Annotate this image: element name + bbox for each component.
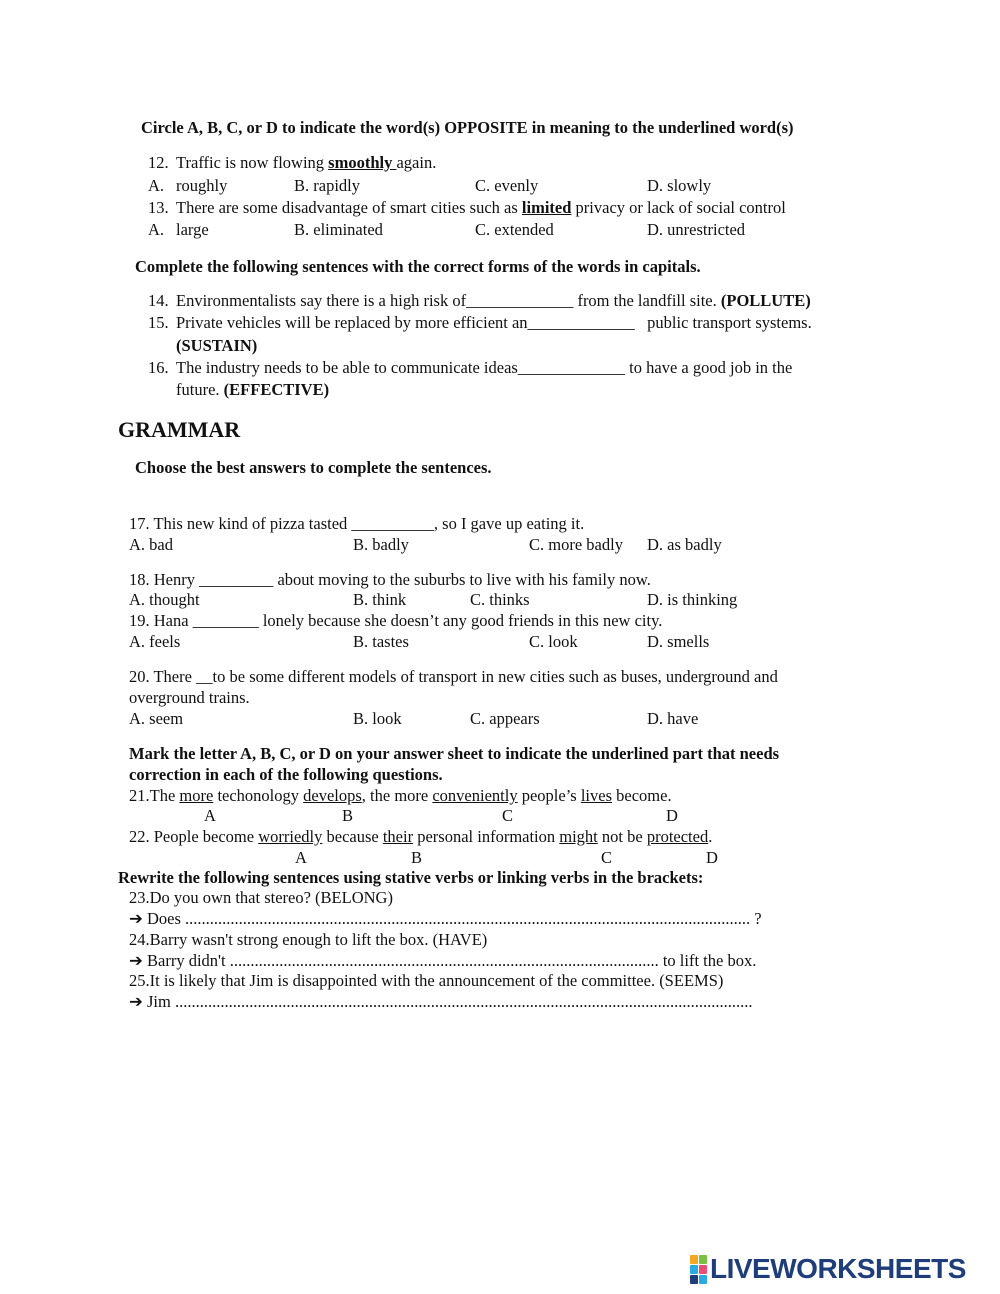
q14-capital-word: (POLLUTE) [720,291,811,310]
liveworksheets-logo-icon [690,1255,707,1284]
q22-letter-a: A [295,848,307,867]
q21-part1: 21.The [129,786,180,805]
q19-option-a[interactable]: A. feels [129,632,181,651]
q18-option-a[interactable]: A. thought [129,590,200,609]
q22-part2: because [322,827,383,846]
q19-option-d[interactable]: D. smells [647,632,710,651]
q16-text: The industry needs to be able to communicate ideas_____________ to have a good job in the [176,358,793,377]
q24-answer-line[interactable] [129,951,756,971]
q22-letter-d: D [706,848,718,867]
q14-number: 14. [148,291,169,310]
instruction-word-forms: Complete the following sentences with the correct forms of the words in capitals. [135,257,701,276]
q23-answer-line[interactable] [129,909,762,929]
q22-letter-c: C [601,848,613,867]
logo-block-4 [699,1265,707,1274]
logo-text: LIVEWORKSHEETS [710,1253,966,1284]
q15-number: 15. [148,313,169,332]
q13-option-c[interactable]: C. extended [475,220,554,239]
q22-underlined-c[interactable]: might [559,827,598,846]
q12-option-d[interactable]: D. slowly [647,176,712,195]
q21-sentence [129,786,672,806]
instruction-error-line2: correction in each of the following questions. [129,765,443,784]
q12-option-a[interactable]: roughly [176,176,228,195]
arrow-icon: ➔ [129,992,143,1011]
q18-option-d[interactable]: D. is thinking [647,590,738,609]
q17-option-c[interactable]: C. more badly [529,535,623,554]
q22-letter-b: B [411,848,423,867]
q12-text-after: again. [396,153,437,172]
q21-part5: become. [612,786,672,805]
q14-sentence [176,291,811,311]
q14-text: Environmentalists say there is a high risk of_____________ from the landfill site. [176,291,721,310]
q13-option-d[interactable]: D. unrestricted [647,220,746,239]
q24-answer: Barry didn't ........................................................................................................ to lift the box. [147,951,757,970]
q24-text: 24.Barry wasn't strong enough to lift the box. (HAVE) [129,930,488,949]
grammar-heading: GRAMMAR [118,417,241,442]
instruction-best-answers: Choose the best answers to complete the sentences. [135,458,492,477]
q20-option-a[interactable]: A. seem [129,709,184,728]
q12-text-before: Traffic is now flowing [176,153,329,172]
q21-underlined-b[interactable]: develops [303,786,362,805]
q20-text-cont: overground trains. [129,688,250,707]
q21-letter-d: D [666,806,678,825]
q23-answer: Does ......................................................................................................................................... ? [147,909,762,928]
q15-text: Private vehicles will be replaced by more efficient an_____________ public transport systems. [176,313,812,332]
q12-option-a-letter[interactable]: A. [148,176,165,195]
q22-part4: not be [597,827,647,846]
logo-block-1 [690,1255,698,1264]
instruction-rewrite: Rewrite the following sentences using stative verbs or linking verbs in the brackets: [118,868,704,887]
q19-text: 19. Hana ________ lonely because she doesn’t any good friends in this new city. [129,611,663,630]
q17-option-b[interactable]: B. badly [353,535,409,554]
q17-text: 17. This new kind of pizza tasted __________, so I gave up eating it. [129,514,585,533]
q13-option-a-letter[interactable]: A. [148,220,165,239]
q17-option-d[interactable]: D. as badly [647,535,722,554]
logo-block-6 [699,1275,707,1284]
q25-answer: Jim ............................................................................................................................................ [147,992,753,1011]
q18-option-b[interactable]: B. think [353,590,407,609]
q21-part4: people’s [517,786,581,805]
q20-text: 20. There __to be some different models of transport in new cities such as buses, underground and [129,667,778,686]
q22-part3: personal information [413,827,560,846]
q13-number: 13. [148,198,169,217]
q21-part3: , the more [361,786,433,805]
q22-underlined-b[interactable]: their [382,827,414,846]
arrow-icon: ➔ [129,951,143,970]
q23-text: 23.Do you own that stereo? (BELONG) [129,888,393,907]
q25-text: 25.It is likely that Jim is disappointed with the announcement of the committee. (SEEMS) [129,971,724,990]
q22-sentence [129,827,712,847]
logo-block-5 [690,1275,698,1284]
q12-number: 12. [148,153,169,172]
q25-answer-line[interactable] [129,992,752,1012]
liveworksheets-logo[interactable] [690,1254,966,1284]
q13-option-a[interactable]: large [176,220,209,239]
q20-option-c[interactable]: C. appears [470,709,540,728]
q16-number: 16. [148,358,169,377]
q19-option-b[interactable]: B. tastes [353,632,409,651]
q12-option-c[interactable]: C. evenly [475,176,539,195]
q20-option-d[interactable]: D. have [647,709,699,728]
q15-capital-word: (SUSTAIN) [176,336,258,355]
q16-text-cont: future. [176,380,224,399]
q13-sentence [176,198,786,218]
q13-text-after: privacy or lack of social control [571,198,786,217]
q12-option-b[interactable]: B. rapidly [294,176,360,195]
q16-sentence-cont [176,380,329,400]
q18-text: 18. Henry _________ about moving to the suburbs to live with his family now. [129,570,651,589]
q21-part2: techonology [213,786,304,805]
instruction-opposite: Circle A, B, C, or D to indicate the word(s) OPPOSITE in meaning to the underlined word(s) [141,118,794,137]
q22-part1: 22. People become [129,827,259,846]
instruction-error-line1: Mark the letter A, B, C, or D on your answer sheet to indicate the underlined part that needs [129,744,780,763]
q22-underlined-a[interactable]: worriedly [258,827,323,846]
q18-option-c[interactable]: C. thinks [470,590,530,609]
logo-block-2 [699,1255,707,1264]
q21-underlined-a[interactable]: more [179,786,214,805]
q13-underlined-word: limited [521,198,572,217]
q20-option-b[interactable]: B. look [353,709,402,728]
q21-letter-c: C [502,806,514,825]
q22-underlined-d[interactable]: protected [646,827,709,846]
q21-letter-b: B [342,806,354,825]
logo-block-3 [690,1265,698,1274]
q17-option-a[interactable]: A. bad [129,535,173,554]
q16-capital-word: (EFFECTIVE) [223,380,330,399]
q12-underlined-word: smoothly [328,153,397,172]
q21-underlined-d[interactable]: lives [580,786,613,805]
q21-underlined-c[interactable]: conveniently [432,786,518,805]
arrow-icon: ➔ [129,909,143,928]
q22-part5: . [708,827,713,846]
q13-text-before: There are some disadvantage of smart cities such as [176,198,522,217]
q12-sentence [176,153,436,173]
q19-option-c[interactable]: C. look [529,632,578,651]
q13-option-b[interactable]: B. eliminated [294,220,383,239]
q21-letter-a: A [204,806,216,825]
